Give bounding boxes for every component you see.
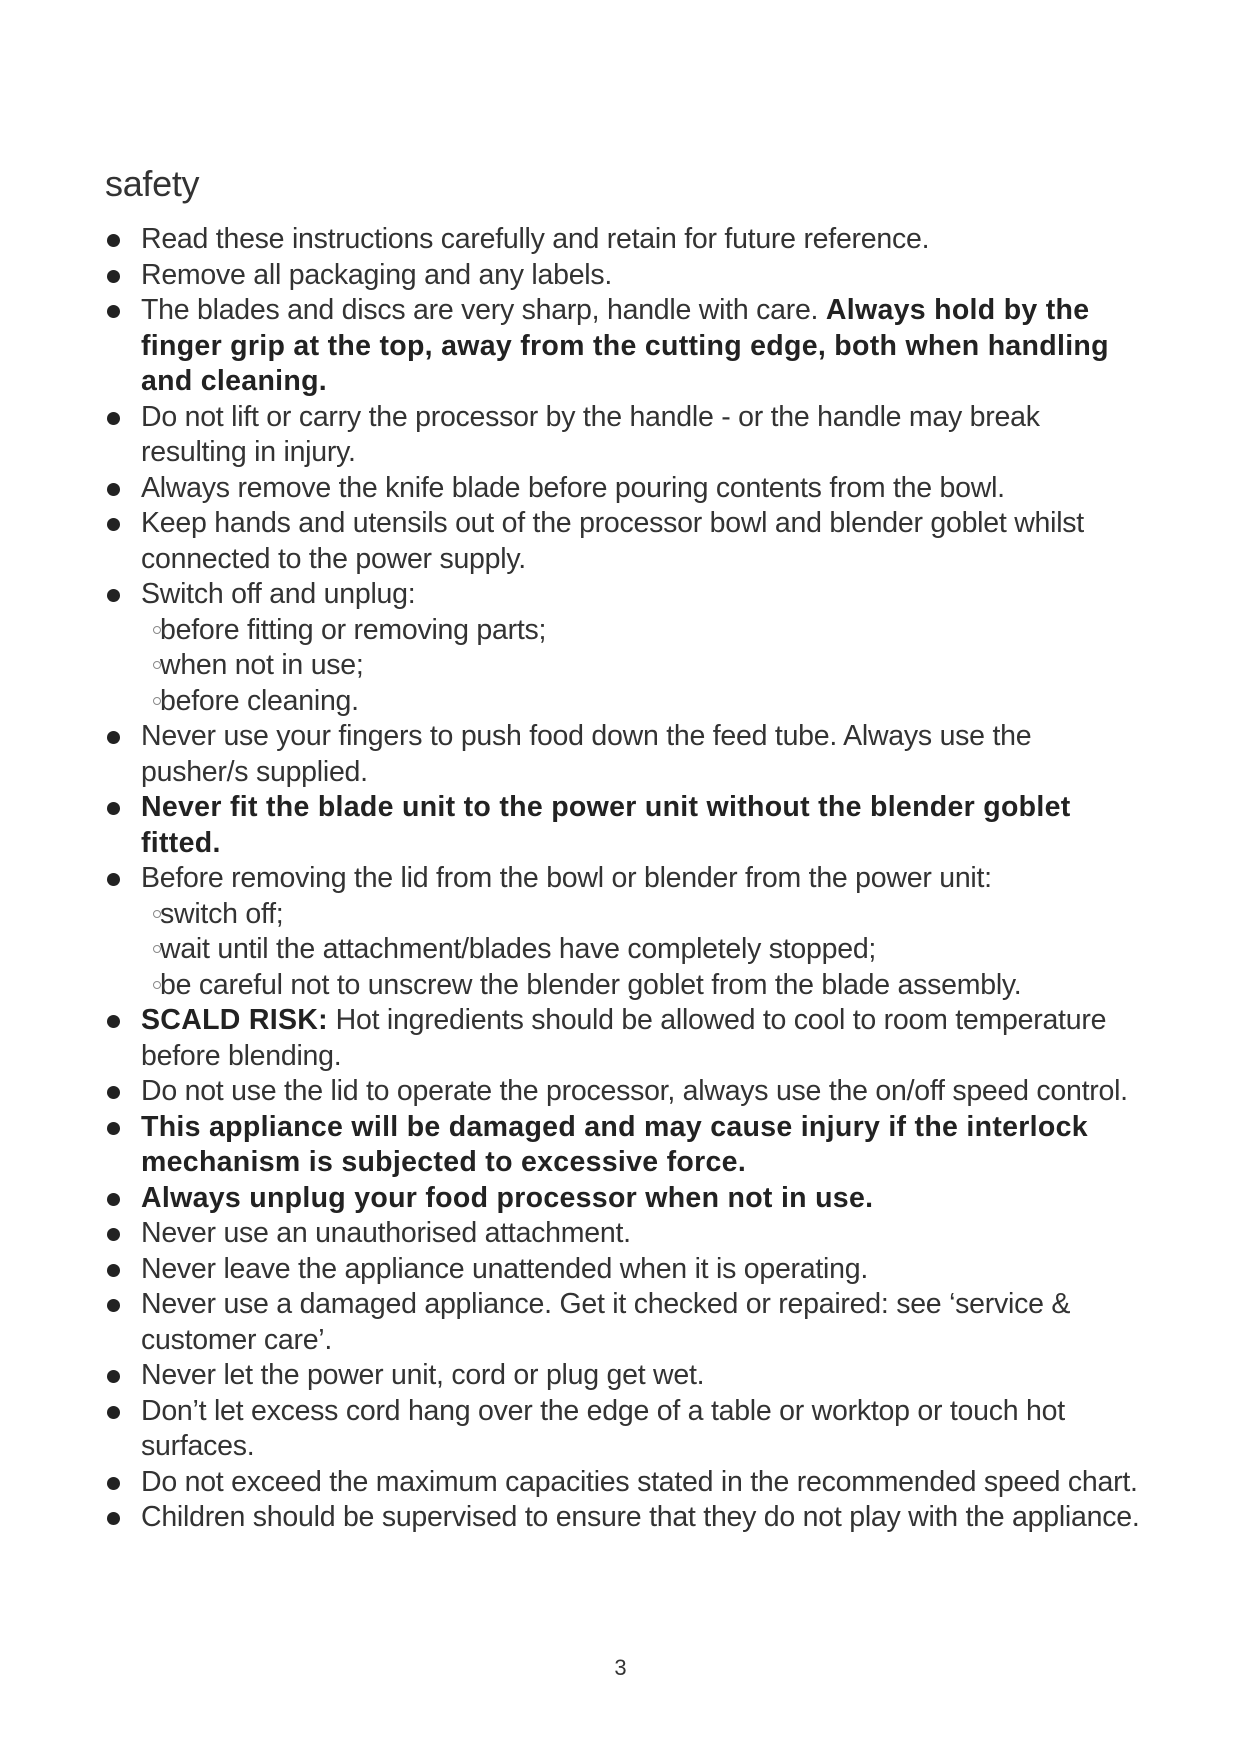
ring-bullet-icon xyxy=(153,981,161,989)
list-item xyxy=(105,1358,1145,1394)
bullet-icon xyxy=(107,1228,120,1241)
sub-item-text: be careful not to unscrew the blender goblet from the blade assembly. xyxy=(160,968,1022,1001)
ring-bullet-icon xyxy=(153,626,161,634)
bullet-icon xyxy=(107,1370,120,1383)
list-item xyxy=(105,1216,1145,1252)
list-item xyxy=(105,400,1145,471)
bullet-icon xyxy=(107,270,120,283)
list-item xyxy=(105,1500,1145,1536)
sub-item-text: before fitting or removing parts; xyxy=(160,613,547,646)
list-item xyxy=(105,258,1145,294)
list-item xyxy=(105,293,1145,400)
sub-list-item xyxy=(141,932,1145,968)
list-item xyxy=(105,1003,1145,1074)
item-text: Never use your fingers to push food down the feed tube. Always use the pusher/s supplied. xyxy=(141,720,1032,788)
sub-list-item xyxy=(141,684,1145,720)
sub-item-text: before cleaning. xyxy=(160,684,359,717)
list-item xyxy=(105,1465,1145,1501)
list-item xyxy=(105,790,1145,861)
bullet-icon xyxy=(107,483,120,496)
item-text: Never let the power unit, cord or plug get wet. xyxy=(141,1359,705,1391)
ring-bullet-icon xyxy=(153,945,161,953)
bullet-icon xyxy=(107,518,120,531)
sub-item-text: wait until the attachment/blades have completely stopped; xyxy=(160,933,877,965)
list-item xyxy=(105,719,1145,790)
item-text: Before removing the lid from the bowl or blender from the power unit: xyxy=(141,862,992,894)
item-text: Keep hands and utensils out of the processor bowl and blender goblet whilst connected to the power supply. xyxy=(141,507,1084,575)
bullet-icon xyxy=(107,1512,120,1525)
item-text: Remove all packaging and any labels. xyxy=(141,258,613,291)
bullet-icon xyxy=(107,234,120,247)
ring-bullet-icon xyxy=(153,661,161,669)
list-item xyxy=(105,1074,1145,1110)
list-item xyxy=(105,1394,1145,1465)
item-text: Hot ingredients should be allowed to cool to room temperature before blending. xyxy=(141,1004,1107,1072)
bullet-icon xyxy=(107,1086,120,1099)
bullet-icon xyxy=(107,305,120,318)
sub-list-item xyxy=(141,648,1145,684)
bullet-icon xyxy=(107,731,120,744)
item-lead-text: SCALD RISK: xyxy=(141,1004,328,1036)
item-text: Switch off and unplug: xyxy=(141,578,416,610)
bullet-icon xyxy=(107,802,120,815)
item-bold-text: Always hold by the finger grip at the top, away from the cutting edge, both when handling and cleaning. xyxy=(141,294,1109,397)
bullet-icon xyxy=(107,589,120,602)
sub-list-item xyxy=(141,897,1145,933)
list-item xyxy=(105,1181,1145,1217)
item-text: The blades and discs are very sharp, handle with care. xyxy=(141,294,826,326)
item-text: Children should be supervised to ensure that they do not play with the appliance. xyxy=(141,1501,1140,1533)
item-bold-text: Never fit the blade unit to the power unit without the blender goblet fitted. xyxy=(141,791,1071,859)
page-number: 3 xyxy=(614,1655,627,1680)
list-item xyxy=(105,1287,1145,1358)
item-bold-text: Always unplug your food processor when not in use. xyxy=(141,1181,874,1214)
sub-item-text: switch off; xyxy=(160,897,284,930)
sub-list xyxy=(141,897,1145,1004)
ring-bullet-icon xyxy=(153,910,161,918)
bullet-icon xyxy=(107,1122,120,1135)
ring-bullet-icon xyxy=(153,697,161,705)
item-text: Do not use the lid to operate the processor, always use the on/off speed control. xyxy=(141,1075,1128,1107)
bullet-icon xyxy=(107,1015,120,1028)
bullet-icon xyxy=(107,412,120,425)
list-item xyxy=(105,861,1145,1003)
list-item xyxy=(105,222,1145,258)
list-item xyxy=(105,1252,1145,1288)
item-text: Read these instructions carefully and retain for future reference. xyxy=(141,223,930,255)
bullet-icon xyxy=(107,1264,120,1277)
sub-list-item xyxy=(141,613,1145,649)
item-text: Don’t let excess cord hang over the edge of a table or worktop or touch hot surfaces. xyxy=(141,1394,1065,1462)
item-text: Never leave the appliance unattended when it is operating. xyxy=(141,1252,869,1285)
bullet-icon xyxy=(107,1193,120,1206)
bullet-icon xyxy=(107,1406,120,1419)
list-item xyxy=(105,471,1145,507)
list-item xyxy=(105,1110,1145,1181)
page-title: safety xyxy=(105,163,200,204)
sub-list-item xyxy=(141,968,1145,1004)
bullet-icon xyxy=(107,1477,120,1490)
bullet-icon xyxy=(107,873,120,886)
safety-list xyxy=(105,222,1145,1536)
item-text: Never use a damaged appliance. Get it checked or repaired: see ‘service & customer care’. xyxy=(141,1288,1071,1356)
item-text: Do not exceed the maximum capacities stated in the recommended speed chart. xyxy=(141,1465,1138,1498)
bullet-icon xyxy=(107,1299,120,1312)
sub-list xyxy=(141,613,1145,720)
list-item xyxy=(105,506,1145,577)
item-text: Always remove the knife blade before pouring contents from the bowl. xyxy=(141,471,1005,504)
item-text: Do not lift or carry the processor by the handle - or the handle may break resulting in injury. xyxy=(141,400,1040,468)
item-bold-text: This appliance will be damaged and may cause injury if the interlock mechanism is subjected to excessive force. xyxy=(141,1110,1088,1178)
sub-item-text: when not in use; xyxy=(160,649,364,681)
item-text: Never use an unauthorised attachment. xyxy=(141,1217,631,1249)
list-item xyxy=(105,577,1145,719)
